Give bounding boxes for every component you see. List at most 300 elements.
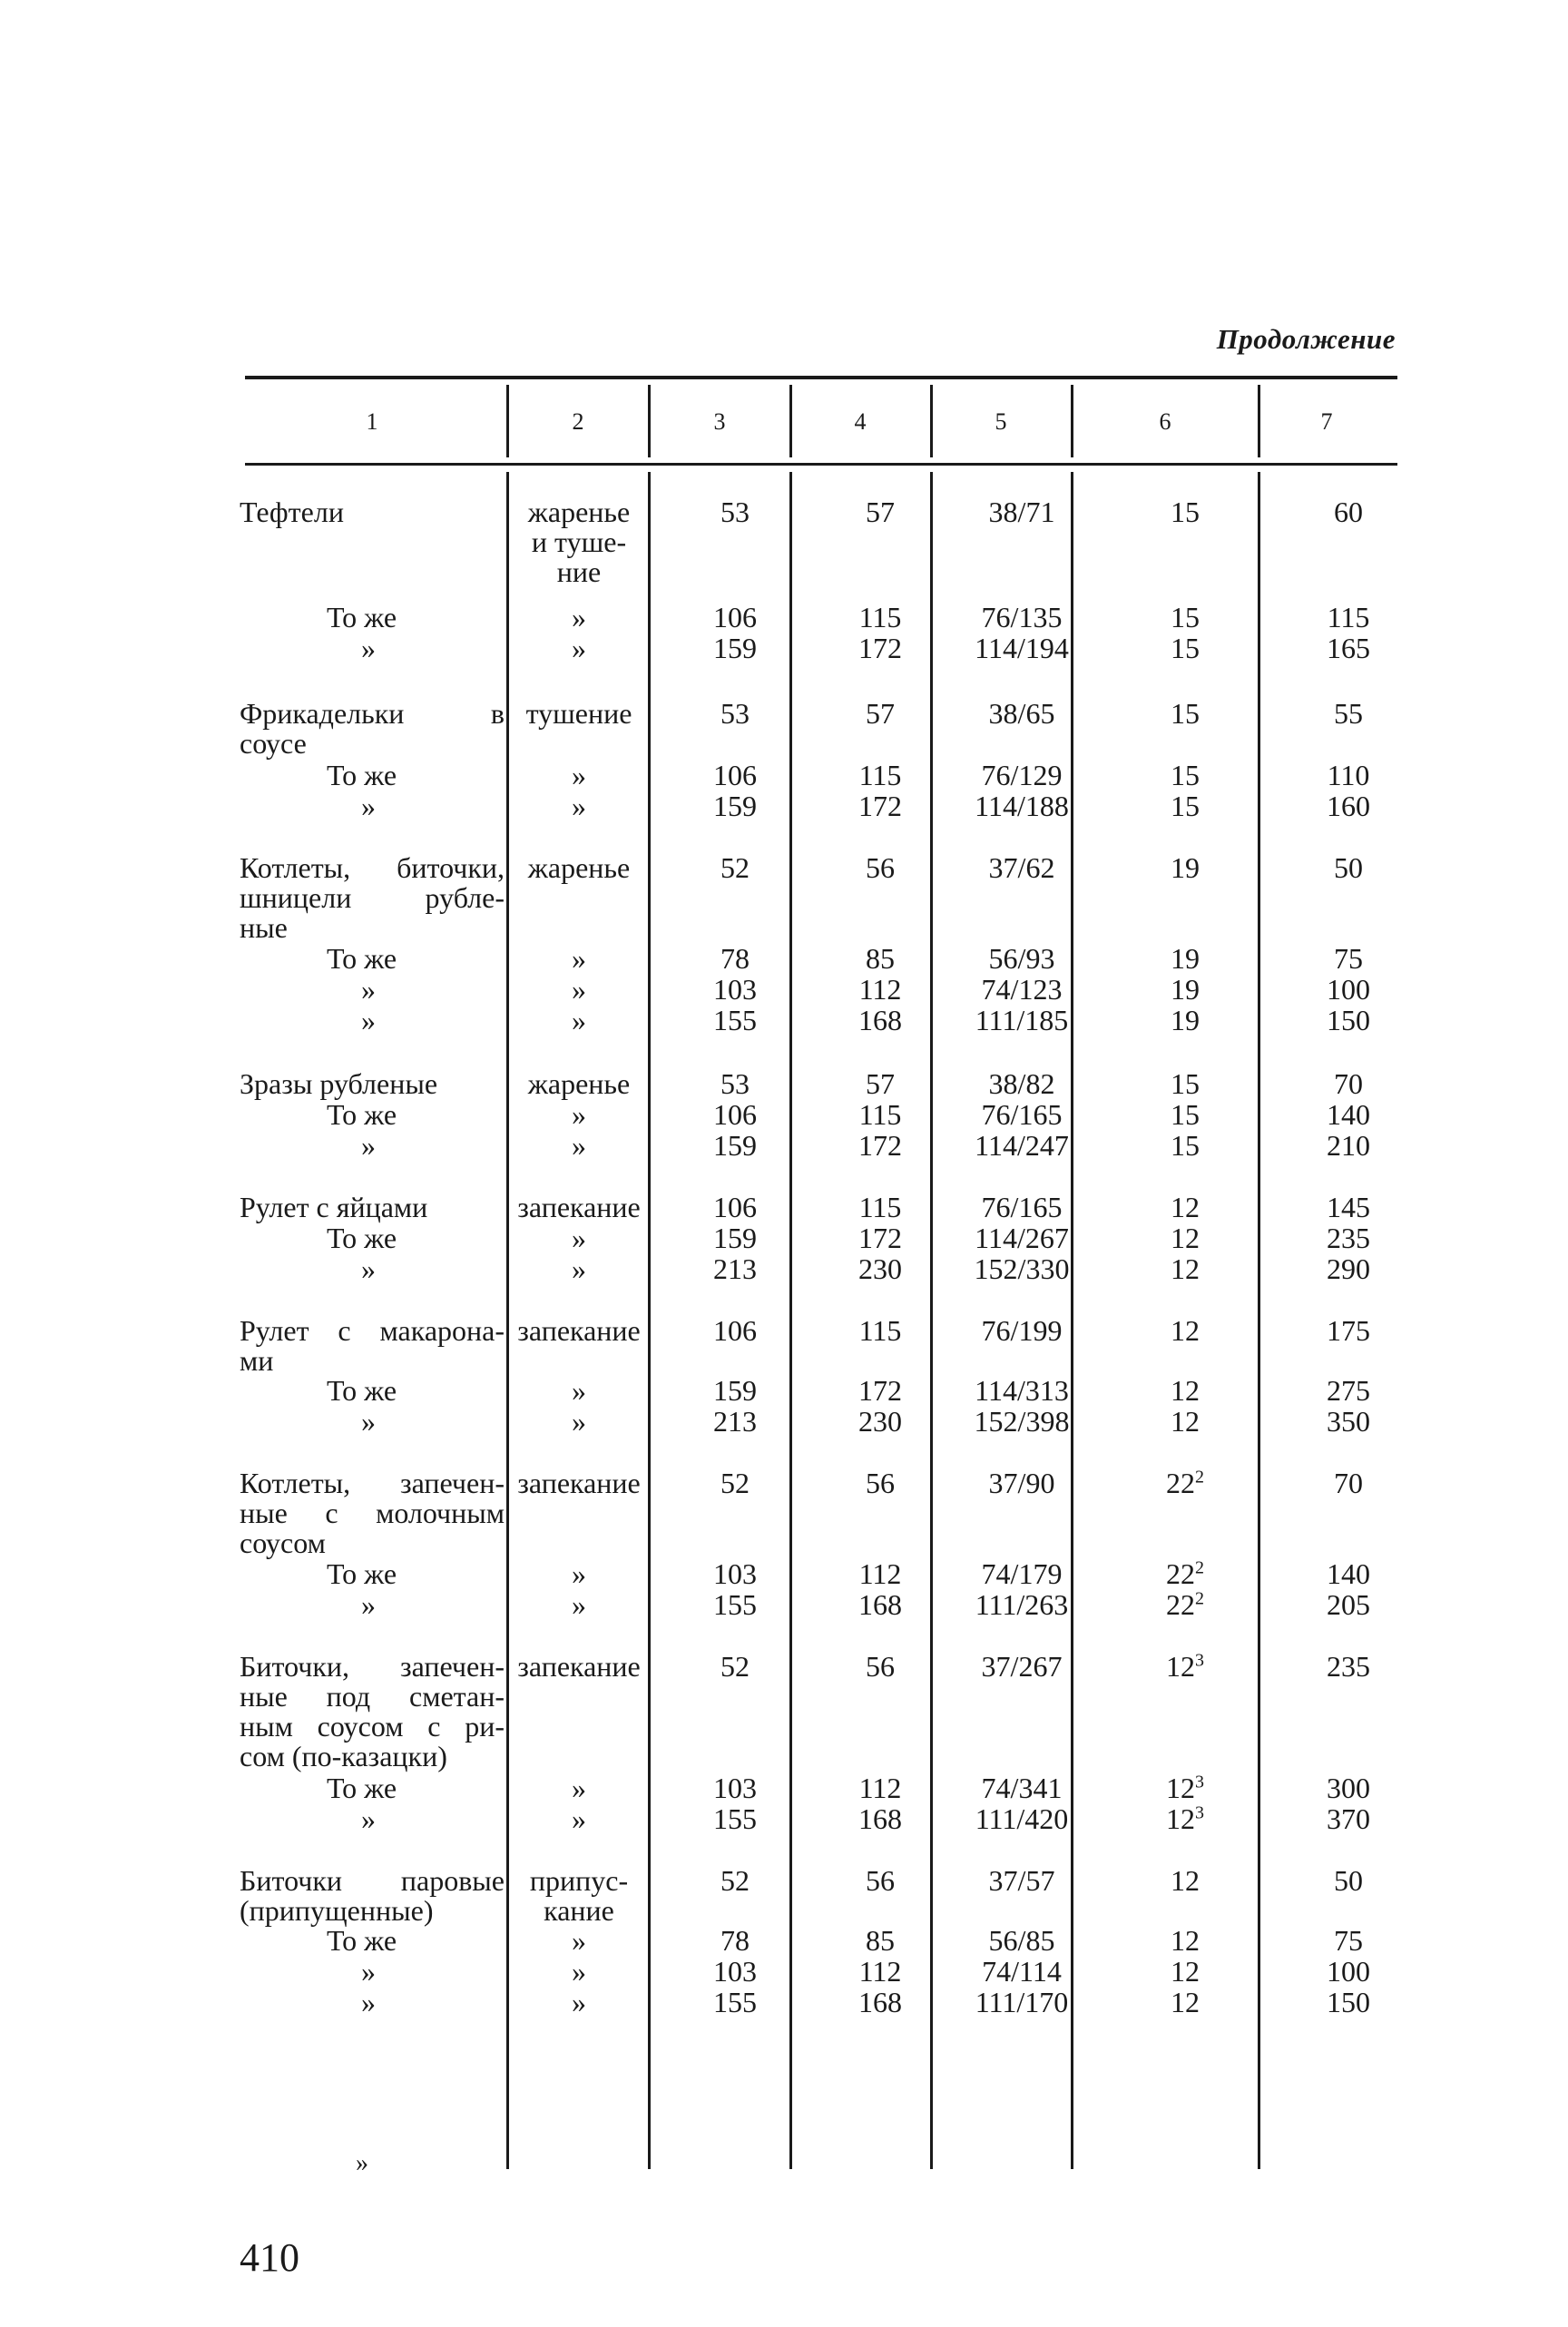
cooking-method-cell — [508, 1006, 650, 1036]
dish-name-line: » — [361, 632, 376, 664]
value-cell-c7 — [1334, 1926, 1363, 1956]
value-c6: 15 — [1171, 1129, 1200, 1162]
value-c4: 56 — [866, 1650, 895, 1683]
cooking-method-line: » — [572, 1924, 586, 1957]
cooking-method-line: » — [572, 1004, 586, 1036]
value-c5: 152/330 — [974, 1252, 1070, 1285]
dish-name-line: То же — [327, 1924, 397, 1957]
value-c3: 213 — [713, 1405, 757, 1438]
dish-name-line: (припущенные) — [240, 1894, 434, 1927]
value-c3: 159 — [713, 1222, 757, 1254]
value-cell-c4 — [858, 633, 902, 663]
value-c3: 155 — [713, 1986, 757, 2018]
dish-name-line: Котлеты, запечен- — [240, 1467, 505, 1499]
value-cell-c3 — [713, 1773, 757, 1803]
value-cell-c3 — [713, 1407, 757, 1437]
dish-name-line: соусе — [240, 727, 307, 760]
value-c7: 150 — [1327, 1004, 1370, 1036]
value-c3: 52 — [720, 1864, 750, 1897]
value-cell-c6 — [1171, 1100, 1200, 1130]
value-c7: 300 — [1327, 1772, 1370, 1804]
value-c6: 12 — [1171, 1955, 1200, 1988]
dish-name-cell — [240, 1407, 505, 1437]
cooking-method-cell — [508, 1407, 650, 1437]
value-cell-c6 — [1171, 1193, 1200, 1222]
value-c6: 12 — [1171, 1252, 1200, 1285]
value-cell-c4 — [858, 1006, 902, 1036]
value-c7: 140 — [1327, 1098, 1370, 1131]
value-cell-c4 — [866, 699, 895, 729]
value-c5: 111/263 — [975, 1588, 1069, 1621]
dish-name-line: То же — [327, 1772, 397, 1804]
value-cell-c3 — [713, 1316, 757, 1346]
value-cell-c3 — [713, 791, 757, 821]
dish-name-line: » — [361, 1129, 376, 1162]
value-cell-c6 — [1171, 791, 1200, 821]
value-cell-c3 — [720, 1866, 750, 1896]
cooking-method-cell — [508, 603, 650, 633]
value-cell-c6 — [1171, 1926, 1200, 1956]
value-cell-c3 — [713, 761, 757, 790]
value-c4: 115 — [858, 601, 902, 633]
footnote-mark: 3 — [1195, 1650, 1204, 1671]
value-cell-c5 — [982, 1100, 1063, 1130]
value-c3: 78 — [720, 942, 750, 975]
value-cell-c5 — [975, 791, 1069, 821]
value-cell-c7 — [1327, 1193, 1370, 1222]
value-c6: 15 — [1171, 496, 1200, 528]
value-cell-c3 — [713, 1957, 757, 1987]
cooking-method-line: » — [572, 1557, 586, 1590]
value-cell-c5 — [982, 1652, 1063, 1682]
value-c3: 103 — [713, 1772, 757, 1804]
dish-name-cell — [240, 1006, 505, 1036]
value-cell-c6 — [1171, 603, 1200, 633]
value-c4: 115 — [858, 759, 902, 791]
value-cell-c5 — [989, 1468, 1055, 1498]
value-c6: 12 — [1166, 1802, 1195, 1835]
value-cell-c7 — [1334, 853, 1363, 883]
cooking-method-line: » — [572, 1374, 586, 1407]
value-c7: 165 — [1327, 632, 1370, 664]
value-c6: 19 — [1171, 1004, 1200, 1036]
footnote-mark: 2 — [1195, 1588, 1204, 1609]
dish-name-line: » — [361, 1588, 376, 1621]
cooking-method-cell — [508, 1988, 650, 2018]
cooking-method-cell — [508, 1773, 650, 1803]
value-cell-c6 — [1166, 1559, 1204, 1589]
value-c7: 115 — [1327, 601, 1370, 633]
value-cell-c3 — [720, 1468, 750, 1498]
column-header-3: 3 — [713, 408, 726, 435]
cooking-method-cell — [508, 1069, 650, 1099]
cooking-method-line: » — [572, 1772, 586, 1804]
value-c5: 152/398 — [974, 1405, 1070, 1438]
value-c4: 85 — [866, 1924, 895, 1957]
dish-name-cell — [240, 761, 505, 790]
dish-name-line: ным соусом с ри- — [240, 1710, 505, 1743]
value-c5: 76/199 — [981, 1314, 1063, 1347]
value-c4: 56 — [866, 1864, 895, 1897]
value-cell-c4 — [866, 1652, 895, 1682]
cooking-method-cell — [508, 1804, 650, 1834]
value-cell-c5 — [982, 1773, 1063, 1803]
value-c5: 37/90 — [988, 1467, 1055, 1499]
value-c6: 12 — [1171, 1405, 1200, 1438]
value-c4: 230 — [858, 1405, 902, 1438]
value-cell-c6 — [1171, 761, 1200, 790]
value-cell-c4 — [866, 1069, 895, 1099]
value-c7: 150 — [1327, 1986, 1370, 2018]
cooking-method-line: и туше- — [531, 525, 627, 558]
dish-name-cell — [240, 1559, 505, 1589]
value-c6: 22 — [1166, 1467, 1195, 1499]
value-c6: 15 — [1171, 1098, 1200, 1131]
value-cell-c7 — [1334, 1069, 1363, 1099]
value-c7: 70 — [1334, 1067, 1363, 1100]
dish-name-line: сом (по-казацки) — [240, 1740, 447, 1772]
value-cell-c3 — [713, 1559, 757, 1589]
value-c5: 74/123 — [981, 973, 1063, 1006]
cooking-method-line: » — [572, 759, 586, 791]
value-cell-c5 — [989, 853, 1055, 883]
value-c5: 74/341 — [981, 1772, 1063, 1804]
value-cell-c5 — [975, 633, 1069, 663]
value-cell-c7 — [1327, 1773, 1370, 1803]
dish-name-cell — [240, 497, 505, 527]
dish-name-cell — [240, 1223, 505, 1253]
dish-name-line: » — [361, 1955, 376, 1988]
value-c5: 76/135 — [981, 601, 1063, 633]
column-header-7: 7 — [1320, 408, 1333, 435]
value-cell-c7 — [1327, 1652, 1370, 1682]
value-c6: 19 — [1171, 942, 1200, 975]
cooking-method-cell — [508, 1468, 650, 1498]
value-cell-c4 — [858, 791, 902, 821]
value-c3: 53 — [720, 496, 750, 528]
value-c7: 145 — [1327, 1191, 1370, 1223]
value-cell-c3 — [720, 1069, 750, 1099]
value-cell-c7 — [1327, 1006, 1370, 1036]
value-cell-c4 — [858, 1804, 902, 1834]
value-cell-c4 — [866, 1926, 895, 1956]
value-cell-c7 — [1334, 1468, 1363, 1498]
cooking-method-cell — [508, 1316, 650, 1346]
value-c4: 172 — [858, 1129, 902, 1162]
dish-name-cell — [240, 975, 505, 1005]
value-c5: 37/57 — [988, 1864, 1055, 1897]
column-header-4: 4 — [854, 408, 867, 435]
value-c7: 75 — [1334, 942, 1363, 975]
cooking-method-line: запекание — [517, 1650, 641, 1683]
value-c5: 114/267 — [975, 1222, 1069, 1254]
value-cell-c4 — [866, 1866, 895, 1896]
value-c3: 106 — [713, 759, 757, 791]
value-cell-c7 — [1327, 1407, 1370, 1437]
value-cell-c5 — [982, 1957, 1062, 1987]
value-c4: 172 — [858, 790, 902, 822]
cooking-method-line: запекание — [517, 1314, 641, 1347]
value-c5: 38/65 — [988, 697, 1055, 730]
cooking-method-cell — [508, 699, 650, 729]
stray-mark: » — [356, 2149, 368, 2177]
page-number: 410 — [240, 2235, 299, 2280]
value-cell-c4 — [858, 1131, 902, 1161]
value-c3: 52 — [720, 1650, 750, 1683]
dish-name-cell — [240, 1988, 505, 2018]
value-c7: 235 — [1327, 1650, 1370, 1683]
value-cell-c5 — [982, 603, 1063, 633]
value-c4: 56 — [866, 1467, 895, 1499]
value-cell-c3 — [713, 603, 757, 633]
cooking-method-cell — [508, 1652, 650, 1682]
dish-name-cell — [240, 1131, 505, 1161]
value-c5: 56/85 — [988, 1924, 1055, 1957]
value-c3: 159 — [713, 790, 757, 822]
value-c6: 15 — [1171, 601, 1200, 633]
dish-name-line: ми — [240, 1344, 274, 1377]
value-cell-c4 — [858, 1376, 902, 1406]
value-c4: 168 — [858, 1004, 902, 1036]
value-c7: 75 — [1334, 1924, 1363, 1957]
value-c6: 12 — [1171, 1191, 1200, 1223]
value-c3: 52 — [720, 1467, 750, 1499]
value-c4: 112 — [858, 1955, 902, 1988]
value-cell-c7 — [1327, 1957, 1370, 1987]
value-c6: 15 — [1171, 790, 1200, 822]
value-cell-c6 — [1171, 1006, 1200, 1036]
dish-name-line: То же — [327, 1374, 397, 1407]
dish-name-line: соусом — [240, 1527, 326, 1559]
value-c3: 213 — [713, 1252, 757, 1285]
cooking-method-cell — [508, 1376, 650, 1406]
value-c3: 155 — [713, 1004, 757, 1036]
cooking-method-line: » — [572, 1986, 586, 2018]
dish-name-line: Биточки, запечен- — [240, 1650, 505, 1683]
value-c7: 370 — [1327, 1802, 1370, 1835]
value-c3: 103 — [713, 973, 757, 1006]
value-cell-c7 — [1327, 1100, 1370, 1130]
value-c4: 57 — [866, 1067, 895, 1100]
value-c7: 210 — [1327, 1129, 1370, 1162]
value-c5: 114/194 — [975, 632, 1069, 664]
dish-name-cell — [240, 633, 505, 663]
cooking-method-line: жаренье — [527, 1067, 631, 1100]
dish-name-cell — [240, 1926, 505, 1956]
value-cell-c3 — [713, 1100, 757, 1130]
value-c3: 106 — [713, 1098, 757, 1131]
dish-name-cell — [240, 944, 505, 974]
value-cell-c4 — [858, 1254, 902, 1284]
column-header-1: 1 — [366, 408, 378, 435]
value-cell-c5 — [982, 975, 1063, 1005]
value-cell-c7 — [1327, 1223, 1370, 1253]
value-c6: 22 — [1166, 1557, 1195, 1590]
dish-name-cell — [240, 1254, 505, 1284]
value-c7: 55 — [1334, 697, 1363, 730]
value-cell-c5 — [989, 1069, 1055, 1099]
value-c6: 12 — [1171, 1222, 1200, 1254]
value-c5: 114/247 — [975, 1129, 1069, 1162]
value-cell-c6 — [1171, 944, 1200, 974]
cooking-method-line: запекание — [517, 1467, 641, 1499]
cooking-method-cell — [508, 1223, 650, 1253]
value-cell-c5 — [989, 1866, 1055, 1896]
value-cell-c3 — [713, 975, 757, 1005]
dish-name-line: То же — [327, 1557, 397, 1590]
value-c4: 85 — [866, 942, 895, 975]
value-cell-c3 — [720, 944, 750, 974]
dish-name-line: То же — [327, 1222, 397, 1254]
dish-name-cell — [240, 853, 505, 943]
dish-name-cell — [240, 699, 505, 759]
dish-name-line: ные с молочным — [240, 1497, 505, 1529]
value-cell-c6 — [1171, 1069, 1200, 1099]
value-c5: 111/170 — [975, 1986, 1069, 2018]
value-c7: 235 — [1327, 1222, 1370, 1254]
value-c4: 115 — [858, 1191, 902, 1223]
dish-name-line: Фрикадельки в — [240, 697, 505, 730]
value-cell-c3 — [720, 1652, 750, 1682]
value-c5: 114/313 — [975, 1374, 1069, 1407]
value-cell-c3 — [720, 699, 750, 729]
value-c7: 50 — [1334, 1864, 1363, 1897]
dish-name-cell — [240, 1773, 505, 1803]
value-c6: 12 — [1171, 1986, 1200, 2018]
value-c7: 70 — [1334, 1467, 1363, 1499]
value-cell-c7 — [1327, 1559, 1370, 1589]
cooking-method-line: » — [572, 1405, 586, 1438]
value-c4: 57 — [866, 496, 895, 528]
value-c4: 168 — [858, 1802, 902, 1835]
value-c5: 38/71 — [988, 496, 1055, 528]
value-cell-c7 — [1334, 497, 1363, 527]
value-c3: 106 — [713, 1191, 757, 1223]
dish-name-line: » — [361, 1986, 376, 2018]
value-c3: 103 — [713, 1955, 757, 1988]
value-c5: 111/420 — [975, 1802, 1069, 1835]
cooking-method-cell — [508, 1100, 650, 1130]
value-c3: 159 — [713, 1374, 757, 1407]
dish-name-cell — [240, 791, 505, 821]
value-cell-c5 — [982, 761, 1063, 790]
value-cell-c6 — [1166, 1590, 1204, 1620]
value-c3: 53 — [720, 697, 750, 730]
value-cell-c3 — [713, 1131, 757, 1161]
value-cell-c4 — [859, 1193, 902, 1222]
dish-name-cell — [240, 1468, 505, 1558]
column-header-5: 5 — [995, 408, 1007, 435]
value-c6: 12 — [1171, 1314, 1200, 1347]
value-cell-c7 — [1327, 633, 1370, 663]
value-cell-c7 — [1334, 699, 1363, 729]
value-cell-c6 — [1171, 1316, 1200, 1346]
cooking-method-cell — [508, 1866, 650, 1926]
value-cell-c3 — [713, 1193, 757, 1222]
value-cell-c7 — [1327, 975, 1370, 1005]
value-cell-c5 — [989, 497, 1055, 527]
cooking-method-cell — [508, 761, 650, 790]
dish-name-line: шницели рубле- — [240, 881, 505, 914]
dish-name-cell — [240, 603, 505, 633]
value-cell-c4 — [859, 1773, 902, 1803]
value-c4: 168 — [858, 1588, 902, 1621]
footnote-mark: 3 — [1195, 1772, 1204, 1792]
cooking-method-line: » — [572, 1802, 586, 1835]
value-cell-c4 — [866, 853, 895, 883]
dish-name-line: Рулет с яйцами — [240, 1191, 428, 1223]
value-c5: 76/165 — [981, 1098, 1063, 1131]
value-c4: 168 — [858, 1986, 902, 2018]
value-cell-c6 — [1171, 1988, 1200, 2018]
value-cell-c3 — [720, 1926, 750, 1956]
cooking-method-line: жаренье — [527, 496, 631, 528]
value-cell-c7 — [1327, 1131, 1370, 1161]
value-cell-c5 — [982, 1559, 1063, 1589]
value-c4: 172 — [858, 1222, 902, 1254]
value-c5: 76/165 — [981, 1191, 1063, 1223]
value-c4: 115 — [858, 1098, 902, 1131]
cooking-method-cell — [508, 1559, 650, 1589]
value-cell-c4 — [866, 1468, 895, 1498]
value-c5: 56/93 — [988, 942, 1055, 975]
value-c3: 78 — [720, 1924, 750, 1957]
value-c4: 172 — [858, 632, 902, 664]
value-cell-c5 — [975, 1006, 1069, 1036]
value-cell-c6 — [1166, 1773, 1204, 1803]
cooking-method-cell — [508, 633, 650, 663]
value-cell-c5 — [989, 944, 1055, 974]
dish-name-cell — [240, 1193, 505, 1222]
continuation-label: Продолжение — [1216, 323, 1396, 355]
value-c6: 15 — [1171, 632, 1200, 664]
value-c7: 60 — [1334, 496, 1363, 528]
value-c5: 114/188 — [975, 790, 1069, 822]
value-cell-c3 — [720, 497, 750, 527]
value-cell-c6 — [1171, 633, 1200, 663]
value-c4: 56 — [866, 851, 895, 884]
value-c5: 111/185 — [975, 1004, 1069, 1036]
value-c3: 155 — [713, 1588, 757, 1621]
value-cell-c6 — [1171, 699, 1200, 729]
value-cell-c5 — [975, 1407, 1070, 1437]
value-cell-c4 — [866, 497, 895, 527]
value-cell-c5 — [975, 1804, 1069, 1834]
value-c7: 140 — [1327, 1557, 1370, 1590]
value-cell-c6 — [1171, 1957, 1200, 1987]
cooking-method-cell — [508, 944, 650, 974]
value-c3: 159 — [713, 632, 757, 664]
dish-name-line: Тефтели — [240, 496, 344, 528]
value-cell-c5 — [975, 1254, 1070, 1284]
value-c4: 115 — [858, 1314, 902, 1347]
cooking-method-line: жаренье — [527, 851, 631, 884]
dish-name-line: То же — [327, 942, 397, 975]
value-cell-c5 — [975, 1131, 1069, 1161]
cooking-method-line: » — [572, 790, 586, 822]
cooking-method-line: » — [572, 1252, 586, 1285]
value-cell-c5 — [975, 1376, 1069, 1406]
value-cell-c7 — [1327, 1804, 1370, 1834]
dish-name-cell — [240, 1100, 505, 1130]
value-c4: 230 — [858, 1252, 902, 1285]
dish-name-cell — [240, 1866, 505, 1926]
value-c3: 103 — [713, 1557, 757, 1590]
value-c7: 290 — [1327, 1252, 1370, 1285]
dish-name-line: То же — [327, 601, 397, 633]
dish-name-line: ные под сметан- — [240, 1680, 505, 1713]
value-c5: 37/62 — [988, 851, 1055, 884]
